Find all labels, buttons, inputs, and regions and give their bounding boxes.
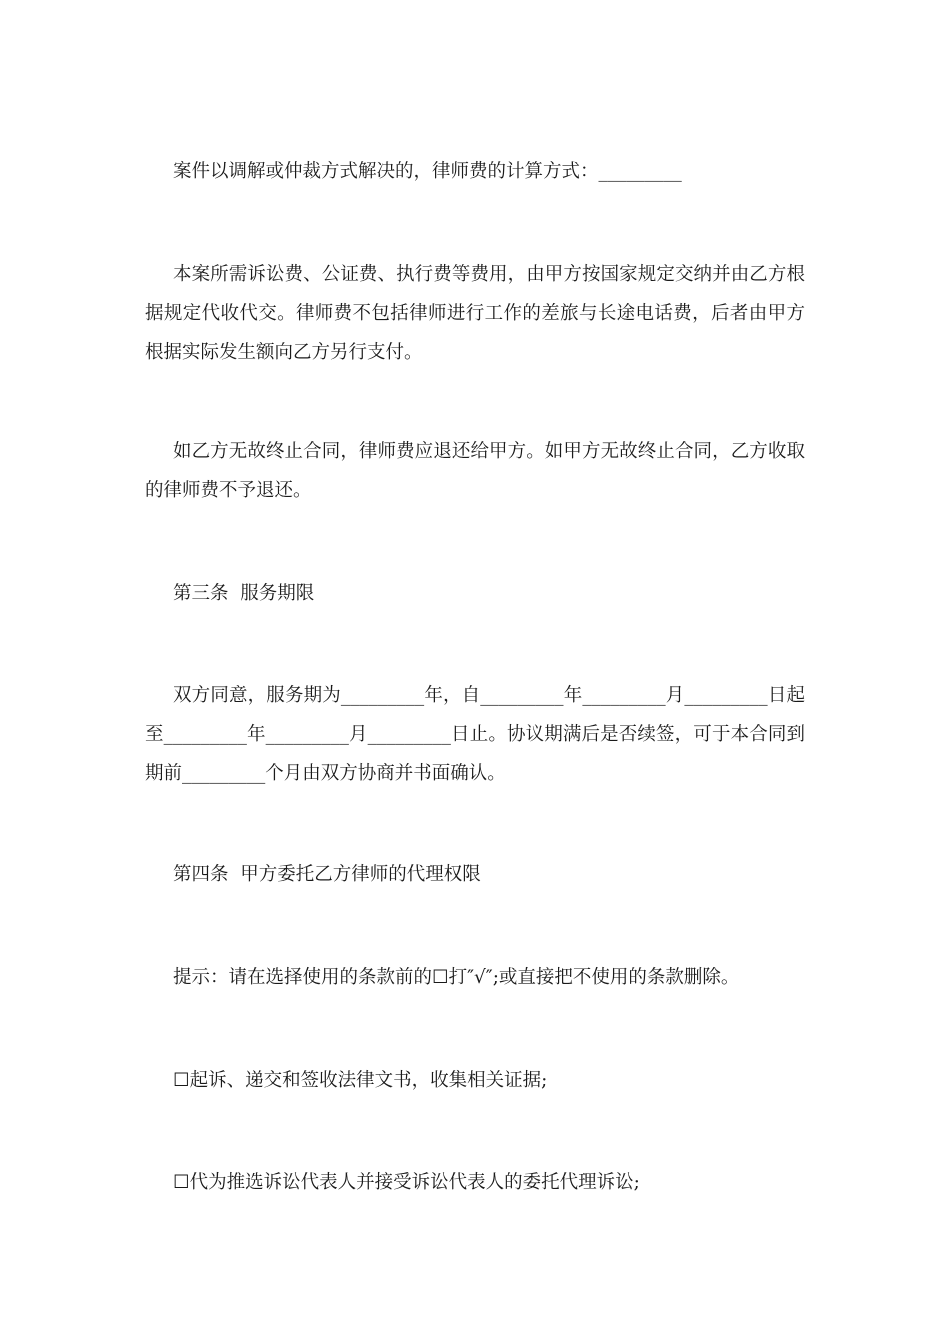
expenses-paragraph: 本案所需诉讼费、公证费、执行费等费用，由甲方按国家规定交纳并由乙方根据规定代收代交。律师费不包括律师进行工作的差旅与长途电话费，后者由甲方根据实际发生额向乙方另行支付。 (145, 264, 805, 363)
termination-paragraph: 如乙方无故终止合同，律师费应退还给甲方。如甲方无故终止合同，乙方收取的律师费不予退还。 (145, 441, 805, 501)
checkbox-item-litigation: ☐起诉、递交和签收法律文书，收集相关证据; (173, 1070, 548, 1091)
fee-calculation-paragraph: 案件以调解或仲裁方式解决的，律师费的计算方式：_________ (173, 161, 682, 182)
checkbox-item-representative: ☐代为推选诉讼代表人并接受诉讼代表人的委托代理诉讼; (173, 1172, 640, 1193)
article-three-heading: 第三条 服务期限 (173, 583, 315, 604)
article-four-heading: 第四条 甲方委托乙方律师的代理权限 (173, 864, 481, 885)
service-term-paragraph: 双方同意，服务期为_________年，自_________年_________月_________日起至_________年_________月_________日止。协议期满后是否续签，可于本合同到期前_________个月由双方协商并书面确认。 (145, 685, 805, 784)
instruction-note: 提示：请在选择使用的条款前的☐打″√″;或直接把不使用的条款删除。 (173, 967, 740, 988)
